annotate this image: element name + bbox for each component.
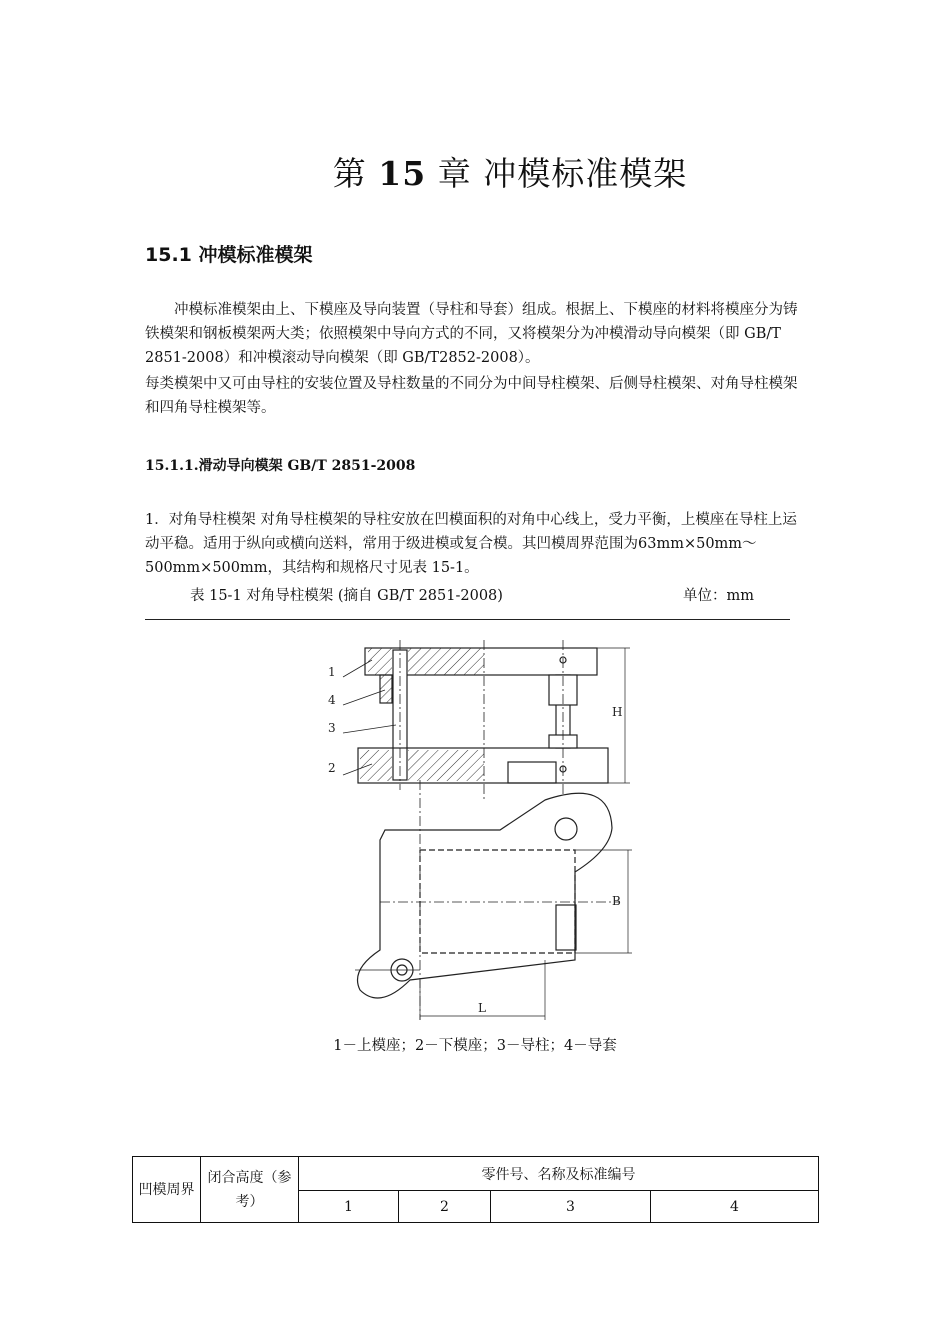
front-view [343,640,630,800]
table-unit: 单位：mm [683,588,754,604]
intro-paragraph-1: 冲模标准模架由上、下模座及导向装置（导柱和导套）组成。根据上、下模座的材料将模座分为铸铁模架和钢板模架两大类；依照模架中导向方式的不同，又将模架分为冲模滑动导向模架（即 GB/T 2851-2008）和冲模滚动导向模架（即 GB/T2852-2008）。 [145,302,798,366]
die-set-drawing [300,628,660,1028]
header-part-4: 4 [651,1191,819,1223]
header-die-perimeter: 凹模周界 [133,1157,201,1223]
header-part-3: 3 [491,1191,651,1223]
dim-l: L [478,1001,486,1015]
callout-2: 2 [328,761,336,775]
callout-3: 3 [328,721,336,735]
section-title: 15.1 冲模标准模架 [145,244,313,266]
plan-view [355,780,632,1020]
callout-4: 4 [328,693,336,707]
header-part-1: 1 [299,1191,399,1223]
item-1-paragraph: 1．对角导柱模架 对角导柱模架的导柱安放在凹模面积的对角中心线上，受力平衡，上模座在导柱上运动平稳。适用于纵向或横向送料，常用于级进模或复合模。其凹模周界范围为63mm×50mm～500mm×500mm，其结构和规格尺寸见表 15-1。 [145,512,797,576]
header-parts-group: 零件号、名称及标准编号 [299,1157,819,1191]
header-shut-height: 闭合高度（参考） [201,1157,299,1223]
dim-b: B [612,894,621,908]
dim-h: H [612,705,623,719]
caption-rule [145,619,790,620]
header-part-2: 2 [399,1191,491,1223]
intro-paragraph-2: 每类模架中又可由导柱的安装位置及导柱数量的不同分为中间导柱模架、后侧导柱模架、对角导柱模架和四角导柱模架等。 [145,376,798,416]
table-caption: 表 15-1 对角导柱模架 (摘自 GB/T 2851-2008) [190,588,503,604]
chapter-title: 第 15 章 冲模标准模架 [332,154,688,193]
callout-1: 1 [328,665,336,679]
figure-caption: 1－上模座；2－下模座；3－导柱；4－导套 [333,1038,617,1054]
subsection-title: 15.1.1.滑动导向模架 GB/T 2851-2008 [145,458,416,474]
guide-bushing [380,675,392,703]
spec-table [132,1156,819,1223]
